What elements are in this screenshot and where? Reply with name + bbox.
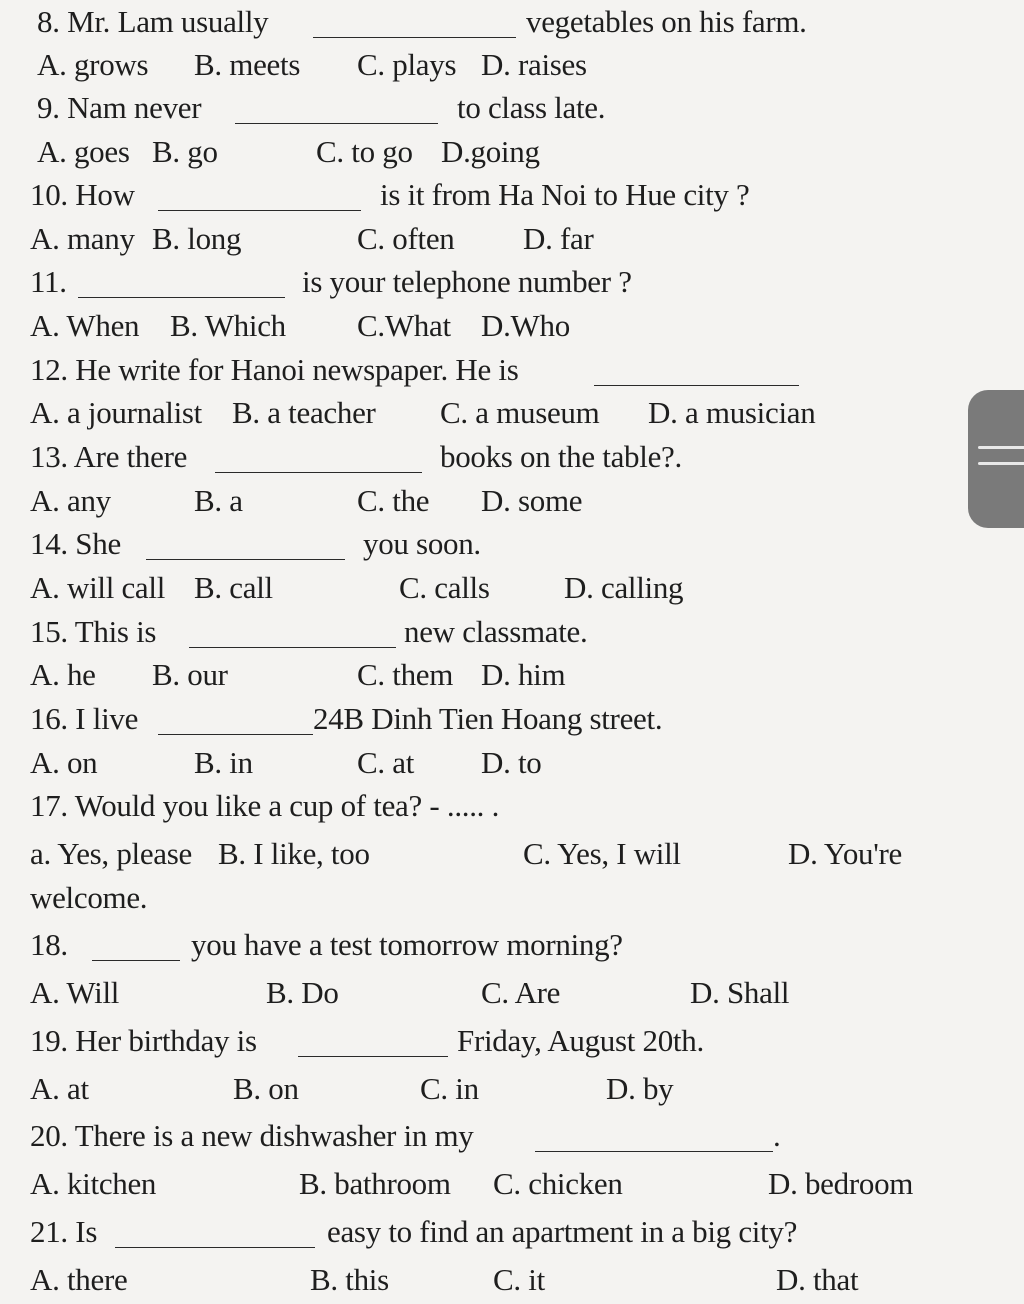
answer-blank — [92, 960, 180, 961]
option-d: D. by — [606, 1071, 674, 1106]
answer-blank — [146, 559, 345, 560]
option-a: A. there — [30, 1262, 128, 1297]
question-text: 11. — [30, 264, 67, 299]
option-d: D. him — [481, 657, 566, 692]
option-d: D. a musician — [648, 395, 816, 430]
answer-blank — [115, 1247, 315, 1248]
question-text: 16. I live — [30, 701, 139, 736]
option-b: B. bathroom — [299, 1166, 451, 1201]
option-d: D.Who — [481, 308, 570, 343]
option-b: B. I like, too — [218, 836, 370, 871]
option-c: C. chicken — [493, 1166, 623, 1201]
option-b: B. go — [152, 134, 218, 169]
option-d: D. to — [481, 745, 542, 780]
option-c: C. Are — [481, 975, 561, 1010]
option-a: A. any — [30, 483, 111, 518]
option-a: A. a journalist — [30, 395, 202, 430]
option-d: D. Shall — [690, 975, 790, 1010]
option-a: A. kitchen — [30, 1166, 157, 1201]
option-a: A. he — [30, 657, 96, 692]
question-text: 20. There is a new dishwasher in my — [30, 1118, 474, 1153]
option-d: D. bedroom — [768, 1166, 914, 1201]
option-a: A. many — [30, 221, 135, 256]
answer-blank — [298, 1056, 448, 1057]
question-text: 14. She — [30, 526, 121, 561]
option-c: C. calls — [399, 570, 490, 605]
option-b: B. this — [310, 1262, 389, 1297]
option-c: C. Yes, I will — [523, 836, 681, 871]
question-text: easy to find an apartment in a big city? — [327, 1214, 798, 1249]
option-c: C. in — [420, 1071, 479, 1106]
option-b: B. call — [194, 570, 273, 605]
option-d: D.going — [441, 134, 540, 169]
question-text: is your telephone number ? — [302, 264, 632, 299]
option-c: C. them — [357, 657, 454, 692]
option-c: C. the — [357, 483, 430, 518]
option-c: C.What — [357, 308, 451, 343]
question-text: 13. Are there — [30, 439, 188, 474]
option-d: D. some — [481, 483, 583, 518]
answer-blank — [215, 472, 422, 473]
question-text: new classmate. — [404, 614, 588, 649]
option-a: A. at — [30, 1071, 89, 1106]
option-d: D. You're — [788, 836, 902, 871]
option-b: B. long — [152, 221, 242, 256]
answer-blank — [235, 123, 438, 124]
option-c: C. often — [357, 221, 455, 256]
option-c: C. it — [493, 1262, 545, 1297]
option-a: A. on — [30, 745, 98, 780]
option-a: A. grows — [37, 47, 149, 82]
question-text: 18. — [30, 927, 68, 962]
scroll-handle[interactable] — [968, 390, 1024, 528]
option-b: B. a teacher — [232, 395, 376, 430]
answer-blank — [535, 1151, 773, 1152]
option-d-continued: welcome. — [30, 880, 148, 915]
option-c: C. at — [357, 745, 415, 780]
option-d: D. far — [523, 221, 594, 256]
question-text: you soon. — [363, 526, 481, 561]
question-text: 10. How — [30, 177, 135, 212]
question-text: you have a test tomorrow morning? — [191, 927, 623, 962]
answer-blank — [189, 647, 396, 648]
grip-line-icon — [978, 462, 1024, 465]
option-d: D. that — [776, 1262, 859, 1297]
grip-line-icon — [978, 446, 1024, 449]
answer-blank — [78, 297, 285, 298]
option-b: B. on — [233, 1071, 299, 1106]
option-b: B. our — [152, 657, 228, 692]
question-text: 17. Would you like a cup of tea? - ..... . — [30, 788, 500, 823]
option-b: B. meets — [194, 47, 301, 82]
option-d: D. raises — [481, 47, 587, 82]
option-a: a. Yes, please — [30, 836, 192, 871]
question-text: 8. Mr. Lam usually — [37, 4, 269, 39]
option-c: C. plays — [357, 47, 457, 82]
answer-blank — [158, 210, 361, 211]
question-text: vegetables on his farm. — [526, 4, 807, 39]
option-d: D. calling — [564, 570, 684, 605]
option-b: B. a — [194, 483, 243, 518]
question-text: 12. He write for Hanoi newspaper. He is — [30, 352, 519, 387]
question-text: 21. Is — [30, 1214, 98, 1249]
option-c: C. a museum — [440, 395, 600, 430]
question-text: 15. This is — [30, 614, 157, 649]
option-a: A. goes — [37, 134, 130, 169]
question-text: . — [773, 1118, 781, 1153]
question-text: 24B Dinh Tien Hoang street. — [313, 701, 663, 736]
answer-blank — [313, 37, 516, 38]
question-text: is it from Ha Noi to Hue city ? — [380, 177, 750, 212]
option-a: A. will call — [30, 570, 166, 605]
answer-blank — [158, 734, 313, 735]
option-a: A. Will — [30, 975, 120, 1010]
option-c: C. to go — [316, 134, 413, 169]
question-text: to class late. — [457, 90, 606, 125]
option-a: A. When — [30, 308, 140, 343]
option-b: B. Which — [170, 308, 286, 343]
question-text: Friday, August 20th. — [457, 1023, 704, 1058]
option-b: B. Do — [266, 975, 339, 1010]
option-b: B. in — [194, 745, 253, 780]
question-text: books on the table?. — [440, 439, 682, 474]
question-text: 9. Nam never — [37, 90, 202, 125]
answer-blank — [594, 385, 799, 386]
question-text: 19. Her birthday is — [30, 1023, 257, 1058]
